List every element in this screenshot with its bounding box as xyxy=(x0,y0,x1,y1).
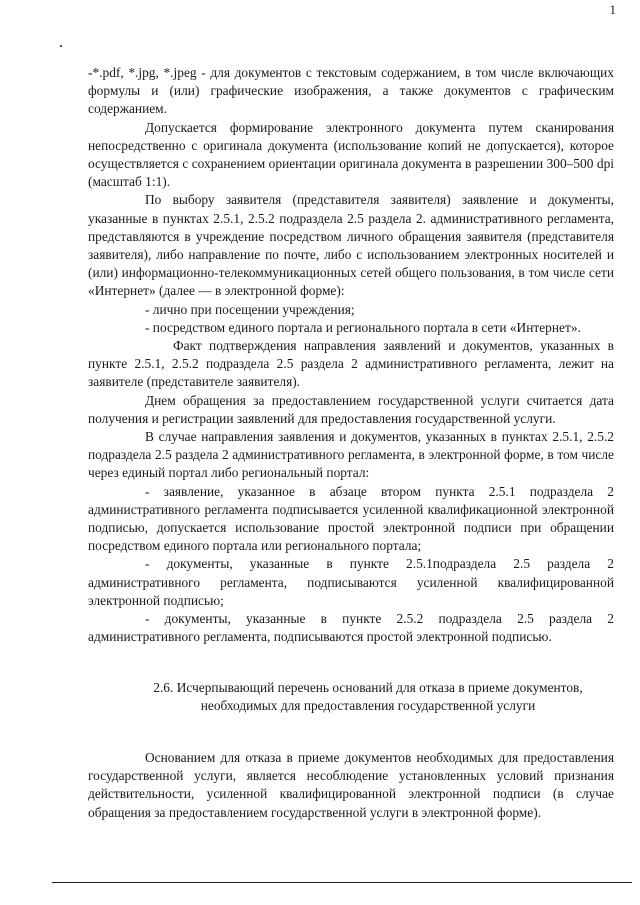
scan-speck xyxy=(60,45,62,47)
list-item-documents-qualified-signature: - документы, указанные в пункте 2.5.1подраздела 2.5 раздела 2 административного регламента, подписываются усиленной квалифицированной электронной подписью; xyxy=(88,556,614,608)
list-item-application-signature: - заявление, указанное в абзаце втором пункта 2.5.1 подраздела 2 административного регламента подписывается усиленной квалификационной электронной подписью, допускается использование простой электронной подписи при обращении посредством единого портала или регионального портала; xyxy=(88,483,614,554)
list-item-in-person: - лично при посещении учреждения; xyxy=(145,301,355,317)
footer-rule xyxy=(52,882,632,883)
page-number: 1 xyxy=(609,2,616,17)
section-heading: 2.6. Исчерпывающий перечень оснований для отказа в приеме документов, необходимых для предоставления государственной услуги xyxy=(153,679,583,713)
document-body xyxy=(88,64,614,822)
paragraph-electronic-submission: В случае направления заявления и документов, указанных в пунктах 2.5.1, 2.5.2 подраздела 2.5 раздела 2 административного регламента, в электронной форме, в том числе через единый портал либо региональный портал: xyxy=(88,429,614,481)
paragraph-submission-choice: По выбору заявителя (представителя заявителя) заявление и документы, указанные в пунктах 2.5.1, 2.5.2 подраздела 2.5 раздела 2. административного регламента, представляются в учреждение посредством личного обращения заявителя (представителя заявителя), либо направление по почте, либо с использованием электронных носителей и (или) информационно-телекоммуникационных сетей общего пользования, в том числе сети «Интернет» (далее — в электронной форме): xyxy=(88,192,614,299)
paragraph-request-date: Днем обращения за предоставлением государственной услуги считается дата получения и регистрации заявлений для предоставления государственной услуги. xyxy=(88,392,614,426)
paragraph-confirmation: Факт подтверждения направления заявлений и документов, указанных в пункте 2.5.1, 2.5.2 подраздела 2.5 раздела 2 административного регламента, лежит на заявителе (представителе заявителя). xyxy=(88,338,614,390)
list-item-portal: - посредством единого портала и регионального портала в сети «Интернет». xyxy=(145,319,581,335)
list-item-documents-simple-signature: - документы, указанные в пункте 2.5.2 подраздела 2.5 раздела 2 административного регламента, подписываются простой электронной подписью. xyxy=(88,611,614,645)
paragraph-scanning: Допускается формирование электронного документа путем сканирования непосредственно с оригинала документа (использование копий не допускается), которое осуществляется с сохранением ориентации оригинала документа в разрешении 300–500 dpi (масштаб 1:1). xyxy=(88,119,614,190)
paragraph-refusal-basis: Основанием для отказа в приеме документов необходимых для предоставления государственной услуги, является несоблюдение установленных условий признания действительности, усиленной квалифицированной электронной подписи (в случае обращения за предоставлением государственной услуги в электронной форме). xyxy=(88,749,614,820)
paragraph-file-formats: -*.pdf, *.jpg, *.jpeg - для документов с текстовым содержанием, в том числе включающих формулы и (или) графические изображения, а также документов с графическим содержанием. xyxy=(88,65,614,117)
